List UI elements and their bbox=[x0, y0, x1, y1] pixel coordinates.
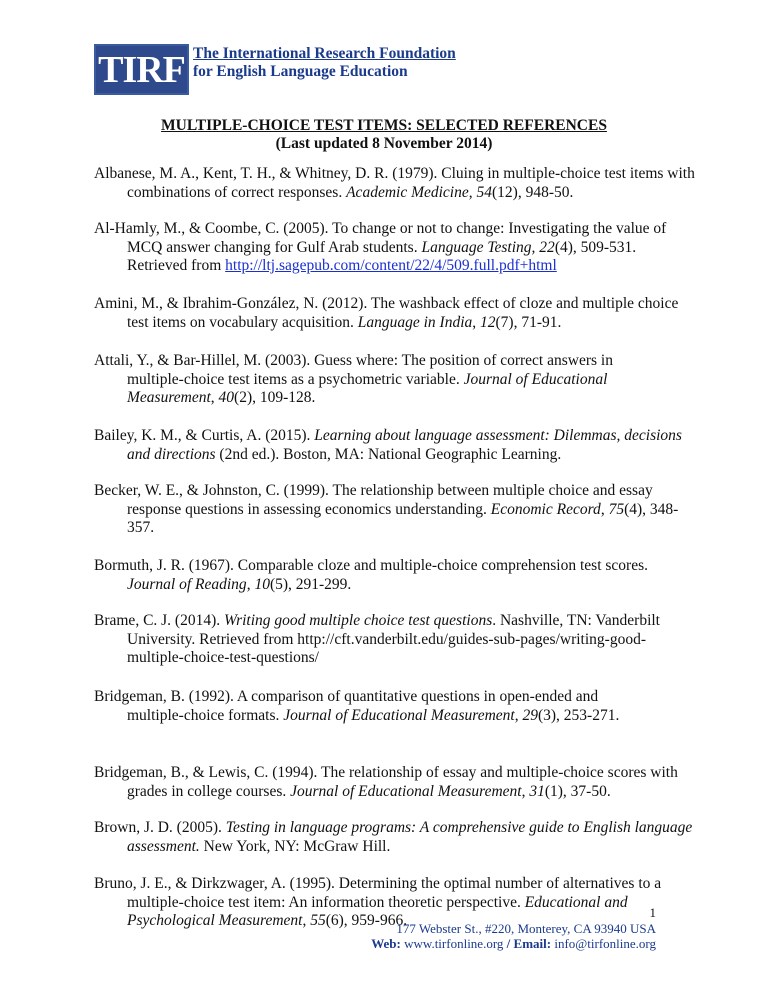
reference-text: , bbox=[514, 706, 523, 724]
reference-text: grades in college courses. bbox=[127, 782, 291, 800]
reference-italic-text: Economic Record bbox=[490, 500, 601, 518]
reference-line bbox=[94, 631, 694, 650]
reference-text: multiple-choice test item: An information theoretic perspective. bbox=[127, 893, 525, 911]
reference-line bbox=[94, 446, 694, 465]
reference-text: , bbox=[302, 912, 311, 929]
reference-text: Al-Hamly, M., & Coombe, C. (2005). To change or not to change: Investigating the value of bbox=[94, 220, 667, 237]
reference-entry bbox=[94, 612, 694, 668]
reference-text: Bailey, K. M., & Curtis, A. (2015). bbox=[94, 427, 315, 444]
reference-text: (7), 71-91. bbox=[495, 313, 562, 331]
reference-text: Bridgeman, B., & Lewis, C. (1994). The relationship of essay and multiple-choice scores with bbox=[94, 764, 678, 781]
org-name-line2: for English Language Education bbox=[193, 63, 408, 80]
organization-name bbox=[193, 45, 456, 81]
reference-italic-text: Psychological Measurement bbox=[127, 912, 303, 929]
reference-line bbox=[94, 612, 694, 631]
logo-text: TIRF bbox=[98, 48, 185, 91]
reference-text: (5), 291-299. bbox=[269, 575, 352, 593]
reference-line bbox=[94, 239, 694, 258]
reference-text: MCQ answer changing for Gulf Arab students. bbox=[127, 238, 422, 256]
reference-line bbox=[94, 220, 694, 239]
reference-text: Bruno, J. E., & Dirkzwager, A. (1995). Determining the optimal number of alternatives to a bbox=[94, 875, 662, 892]
document-title bbox=[0, 117, 768, 153]
reference-italic-text: assessment. bbox=[127, 837, 200, 855]
reference-italic-text: Journal of Educational Measurement bbox=[290, 782, 522, 800]
reference-entry bbox=[94, 295, 694, 332]
reference-line bbox=[94, 314, 694, 333]
reference-line bbox=[94, 165, 694, 184]
org-name-line1: The International Research Foundation bbox=[193, 45, 456, 62]
reference-text: , bbox=[246, 575, 255, 593]
reference-italic-text: Learning about language assessment: Dilemmas, decisions bbox=[314, 427, 682, 444]
reference-entry bbox=[94, 764, 694, 801]
reference-line bbox=[94, 184, 694, 203]
reference-italic-text: Journal of Educational bbox=[463, 370, 608, 388]
footer-contact bbox=[371, 936, 656, 952]
reference-text: (12), 948-50. bbox=[492, 183, 574, 201]
reference-line bbox=[94, 764, 694, 783]
reference-entry bbox=[94, 220, 694, 276]
reference-text: (4), 509-531. bbox=[554, 238, 637, 256]
reference-text: Becker, W. E., & Johnston, C. (1999). The relationship between multiple choice and essay bbox=[94, 482, 653, 499]
title-line2: (Last updated 8 November 2014) bbox=[275, 135, 493, 152]
reference-italic-text: Language Testing, 22 bbox=[421, 238, 555, 256]
reference-line bbox=[94, 576, 694, 595]
reference-line bbox=[94, 688, 694, 707]
reference-line bbox=[94, 352, 694, 371]
reference-italic-text: 31 bbox=[529, 782, 545, 800]
page-number: 1 bbox=[649, 905, 656, 920]
reference-text: , bbox=[210, 389, 219, 406]
reference-text: response questions in assessing economics understanding. bbox=[127, 500, 491, 518]
reference-italic-text: 40 bbox=[218, 389, 235, 406]
reference-text: , bbox=[600, 500, 609, 518]
reference-text: Brown, J. D. (2005). bbox=[94, 819, 226, 836]
reference-line bbox=[94, 838, 694, 857]
tirf-logo bbox=[94, 44, 189, 95]
reference-italic-text: Educational and bbox=[524, 893, 628, 911]
reference-text: (2nd ed.). Boston, MA: National Geographic Learning. bbox=[215, 445, 562, 463]
reference-text: , bbox=[521, 782, 530, 800]
reference-line bbox=[94, 875, 694, 894]
reference-text: (1), 37-50. bbox=[544, 782, 611, 800]
reference-line bbox=[94, 371, 694, 390]
reference-text: test items on vocabulary acquisition. bbox=[127, 313, 358, 331]
reference-entry bbox=[94, 482, 694, 538]
reference-line bbox=[94, 819, 694, 838]
reference-text: combinations of correct responses. bbox=[127, 183, 347, 201]
reference-italic-text: Writing good multiple choice test questions bbox=[224, 612, 493, 629]
reference-entry bbox=[94, 352, 694, 408]
reference-line bbox=[94, 389, 694, 408]
reference-text: (2), 109-128. bbox=[234, 389, 316, 406]
reference-text: 357. bbox=[127, 519, 155, 536]
reference-line bbox=[94, 557, 694, 576]
reference-text: Retrieved from bbox=[127, 257, 226, 274]
contact-separator: / bbox=[506, 936, 511, 951]
reference-text: Attali, Y., & Bar-Hillel, M. (2003). Guess where: The position of correct answers in bbox=[94, 352, 613, 369]
reference-italic-text: 55 bbox=[310, 912, 326, 929]
reference-entry bbox=[94, 427, 694, 464]
reference-line bbox=[94, 783, 694, 802]
footer-address: 177 Webster St., #220, Monterey, CA 93940 USA bbox=[396, 920, 656, 936]
reference-italic-text: 12 bbox=[480, 313, 496, 331]
reference-line bbox=[94, 501, 694, 520]
reference-text: Bridgeman, B. (1992). A comparison of quantitative questions in open-ended and bbox=[94, 688, 599, 705]
reference-text: multiple-choice test items as a psychometric variable. bbox=[127, 370, 464, 388]
web-url[interactable]: www.tirfonline.org bbox=[400, 936, 507, 951]
reference-entry bbox=[94, 557, 694, 594]
reference-italic-text: 75 bbox=[608, 500, 625, 518]
reference-entry bbox=[94, 688, 694, 725]
reference-text: multiple-choice formats. bbox=[127, 706, 284, 724]
reference-italic-text: 29 bbox=[522, 706, 538, 724]
reference-italic-text: Testing in language programs: A comprehensive guide to English language bbox=[225, 819, 693, 836]
reference-text: . Nashville, TN: Vanderbilt bbox=[492, 612, 660, 629]
reference-italic-text: 54 bbox=[476, 183, 492, 201]
reference-line bbox=[94, 257, 694, 276]
reference-text: multiple-choice-test-questions/ bbox=[127, 649, 319, 666]
reference-italic-text: Academic Medicine bbox=[346, 183, 469, 201]
reference-italic-text: Journal of Reading bbox=[127, 575, 247, 593]
reference-text: (6), 959-966. bbox=[325, 912, 408, 929]
reference-italic-text: Language in India bbox=[357, 313, 473, 331]
reference-text: , bbox=[468, 183, 477, 201]
reference-text: (4), 348- bbox=[624, 500, 679, 518]
reference-line bbox=[94, 649, 694, 668]
email-label: Email: bbox=[510, 936, 552, 951]
reference-text: Albanese, M. A., Kent, T. H., & Whitney, D. R. (1979). Cluing in multiple-choice test items with bbox=[94, 165, 695, 182]
reference-text: Amini, M., & Ibrahim-González, N. (2012). The washback effect of cloze and multiple choice bbox=[94, 295, 679, 312]
reference-text: Brame, C. J. (2014). bbox=[94, 612, 225, 629]
reference-line bbox=[94, 295, 694, 314]
reference-entry bbox=[94, 819, 694, 856]
reference-text: Bormuth, J. R. (1967). Comparable cloze and multiple-choice comprehension test scores. bbox=[94, 557, 648, 574]
web-label: Web: bbox=[371, 936, 401, 951]
title-line1: MULTIPLE-CHOICE TEST ITEMS: SELECTED REFERENCES bbox=[161, 117, 607, 134]
reference-line bbox=[94, 427, 694, 446]
reference-text: (3), 253-271. bbox=[537, 706, 620, 724]
reference-line bbox=[94, 519, 694, 538]
reference-text: , bbox=[472, 313, 481, 331]
reference-line bbox=[94, 482, 694, 501]
reference-italic-text: and directions bbox=[127, 445, 216, 463]
reference-italic-text: 10 bbox=[254, 575, 270, 593]
reference-text: University. Retrieved from http://cft.vanderbilt.edu/guides-sub-pages/writing-good- bbox=[127, 630, 646, 648]
reference-link[interactable]: http://ltj.sagepub.com/content/22/4/509.full.pdf+html bbox=[225, 257, 557, 274]
page-footer bbox=[371, 905, 656, 952]
reference-line bbox=[94, 707, 694, 726]
email-address[interactable]: info@tirfonline.org bbox=[551, 936, 656, 951]
reference-italic-text: Measurement bbox=[127, 389, 211, 406]
reference-entry bbox=[94, 165, 694, 202]
reference-italic-text: Journal of Educational Measurement bbox=[283, 706, 515, 724]
reference-text: New York, NY: McGraw Hill. bbox=[199, 837, 391, 855]
